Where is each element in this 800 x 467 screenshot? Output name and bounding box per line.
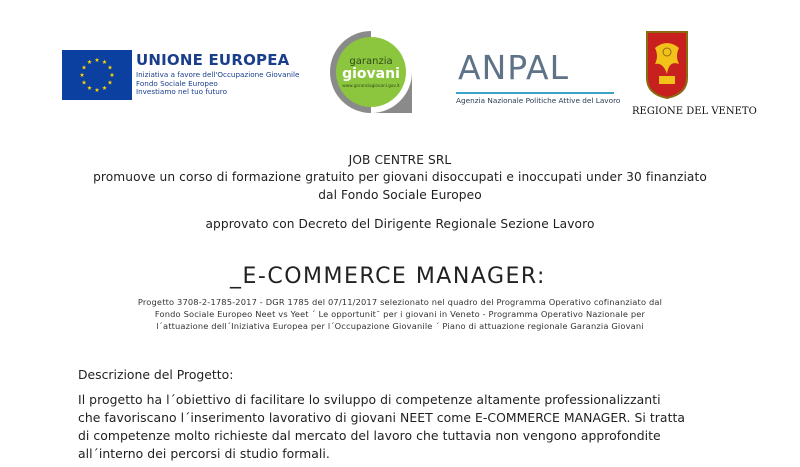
project-info-line: l´attuazione dell´Iniziativa Europea per l´Occupazione Giovanile ´ Piano di attuazione regionale Garanzia Giovani (156, 321, 644, 331)
anpal-wordmark: ANPAL (458, 48, 570, 87)
garanzia-line1: garanzia (349, 56, 393, 67)
project-info-line: Progetto 3708-2-1785-2017 - DGR 1785 del 07/11/2017 selezionato nel quadro del Programma Operativo cofinanziato dal (137, 297, 663, 307)
description-line: all´interno dei percorsi di studio formali. (78, 446, 330, 461)
eu-title: UNIONE EUROPEA (136, 51, 290, 69)
eu-flag-icon (62, 50, 132, 100)
description-line: che favoriscano l´inserimento lavorativo di giovani NEET come E-COMMERCE MANAGER. Si tratta (78, 410, 686, 425)
garanzia-giovani-badge-icon (326, 27, 416, 117)
eu-line: Iniziativa a favore dell'Occupazione Giovanile (136, 70, 300, 79)
anpal-subtitle: Agenzia Nazionale Politiche Attive del Lavoro (456, 96, 621, 105)
regione-veneto-text: REGIONE DEL VENETO (632, 106, 757, 117)
project-info-line: Fondo Sociale Europeo Neet vs Yeet ´ Le opportunit¯ per i giovani in Veneto - Programma Operativo Nazionale per (154, 309, 646, 319)
course-title: _E-COMMERCE MANAGER: (230, 264, 546, 289)
approval-line: approvato con Decreto del Dirigente Regionale Sezione Lavoro (205, 217, 595, 231)
eu-line: Investiamo nel tuo futuro (136, 87, 227, 97)
description-heading: Descrizione del Progetto: (78, 367, 234, 382)
garanzia-line2: giovani (342, 66, 400, 82)
garanzia-url: www.garanziagiovani.gov.it (342, 83, 400, 88)
eu-logo (62, 50, 300, 102)
organization-name: JOB CENTRE SRL (348, 153, 452, 167)
eu-line: Fondo Sociale Europeo (136, 78, 218, 88)
lion-crest-icon (645, 30, 689, 100)
intro-line: dal Fondo Sociale Europeo (318, 188, 482, 202)
anpal-divider (456, 92, 614, 94)
eu-subtitle (136, 71, 299, 97)
regione-veneto-logo (632, 30, 757, 122)
description-line: di competenze molto richieste dal mercato del lavoro che tuttavia non vengono approfondite (78, 428, 661, 443)
intro-line: promuove un corso di formazione gratuito per giovani disoccupati e inoccupati under 30 finanziato (93, 170, 707, 184)
description-line: Il progetto ha l´obiettivo di facilitare lo sviluppo di competenze altamente professionalizzanti (78, 392, 661, 407)
garanzia-giovani-logo (326, 27, 416, 117)
anpal-logo (454, 48, 621, 108)
